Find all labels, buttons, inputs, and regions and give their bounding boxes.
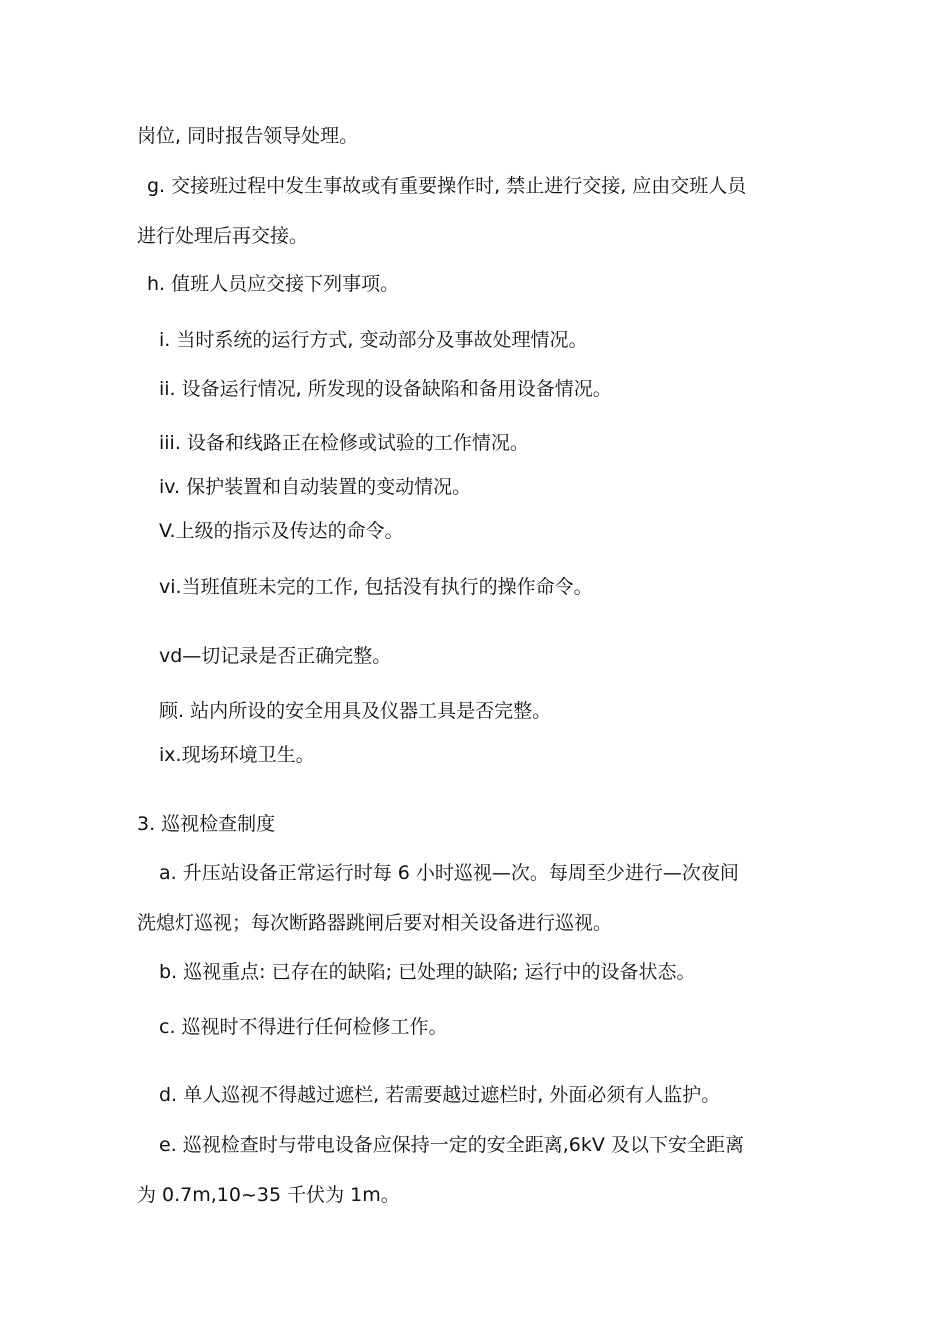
subitem-ii: ii. 设备运行情况, 所发现的设备缺陷和备用设备情况。 [159,378,612,400]
item-g: g. 交接班过程中发生事故或有重要操作时, 禁止进行交接, 应由交班人员 [147,175,747,197]
subitem-i: i. 当时系统的运行方式, 变动部分及事故处理情况。 [159,329,588,351]
item-a: a. 升压站设备正常运行时每 6 小时巡视—次。每周至少进行—次夜间 [159,862,739,884]
subitem-v: V.上级的指示及传达的命令。 [159,520,404,542]
section-heading-3: 3. 巡视检查制度 [137,813,276,835]
item-c: c. 巡视时不得进行任何检修工作。 [159,1016,448,1038]
item-e: e. 巡视检查时与带电设备应保持一定的安全距离,6kV 及以下安全距离 [159,1134,744,1156]
text-line-continuation: 岗位, 同时报告领导处理。 [137,125,359,147]
subitem-iii: iii. 设备和线路正在检修或试验的工作情况。 [159,432,529,454]
item-g-continuation: 进行处理后再交接。 [137,225,309,247]
subitem-vii: vd—切记录是否正确完整。 [159,645,392,667]
subitem-vi: vi.当班值班未完的工作, 包括没有执行的操作命令。 [159,576,593,598]
item-e-continuation: 为 0.7m,10~35 千伏为 1m。 [137,1184,400,1206]
item-d: d. 单人巡视不得越过遮栏, 若需要越过遮栏时, 外面必须有人监护。 [159,1084,721,1106]
item-a-continuation: 洗熄灯巡视；每次断路器跳闸后要对相关设备进行巡视。 [137,912,613,934]
item-b: b. 巡视重点: 已存在的缺陷; 已处理的缺陷; 运行中的设备状态。 [159,961,696,983]
subitem-iv: iv. 保护装置和自动装置的变动情况。 [159,476,472,498]
subitem-viii: 顾. 站内所设的安全用具及仪器工具是否完整。 [159,700,552,722]
item-h: h. 值班人员应交接下列事项。 [147,273,400,295]
subitem-ix: ix.现场环境卫生。 [159,744,315,766]
